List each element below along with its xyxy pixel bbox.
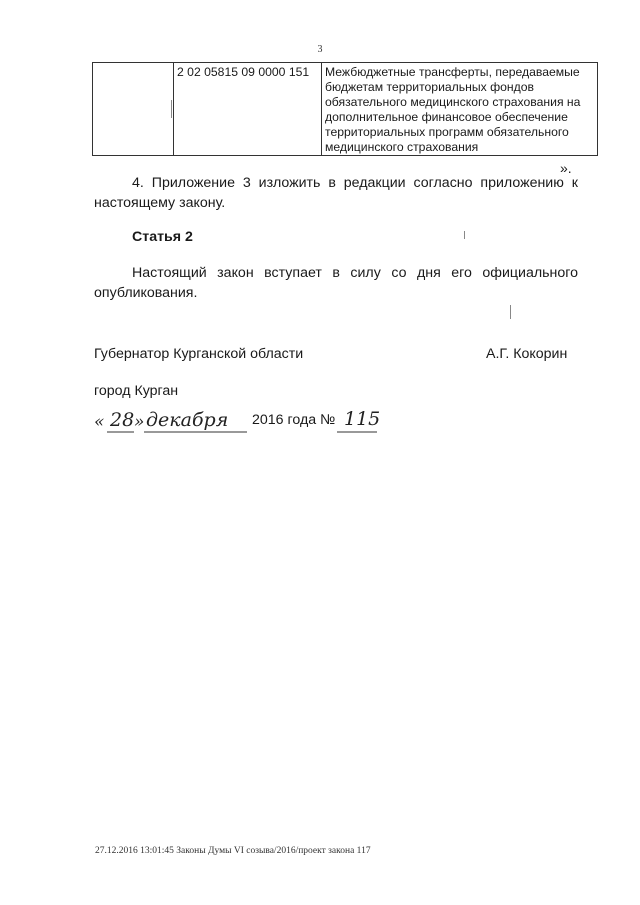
article-heading: Статья 2	[132, 229, 193, 245]
date-underlines	[94, 410, 414, 438]
date-year-text: 2016 года №	[252, 412, 336, 428]
signatory-name: А.Г. Кокорин	[486, 346, 568, 362]
paragraph-4: 4. Приложение 3 изложить в редакции согласно приложению к настоящему закону.	[94, 175, 578, 211]
table-row	[93, 63, 598, 156]
date-open-quote: «	[94, 412, 105, 432]
table-cell-code: 2 02 05815 09 0000 151	[174, 63, 322, 156]
table-cell-empty	[93, 63, 174, 156]
footer-path: 27.12.2016 13:01:45 Законы Думы VI созыва/2016/проект закона 117	[95, 846, 371, 856]
budget-table	[92, 62, 598, 156]
scan-artifact	[510, 305, 511, 319]
date-day: 28	[110, 409, 135, 431]
scan-artifact	[464, 231, 465, 239]
law-number: 115	[344, 408, 381, 430]
closing-quote: ».	[560, 160, 572, 176]
date-close-quote: »	[134, 412, 145, 432]
city-name: город Курган	[94, 383, 179, 399]
date-line	[94, 410, 414, 438]
table-cell-description: Межбюджетные трансферты, передаваемые бюджетам территориальных фондов обязательного медицинского страхования на дополнительное финансовое обеспечение территориальных программ обязательного медицинского страхования	[322, 63, 598, 156]
article-text: Настоящий закон вступает в силу со дня его официального опубликования.	[94, 265, 578, 301]
date-month: декабря	[146, 409, 229, 431]
scan-artifact	[171, 100, 172, 118]
signatory-title: Губернатор Курганской области	[94, 346, 304, 362]
page-number: 3	[317, 44, 323, 55]
